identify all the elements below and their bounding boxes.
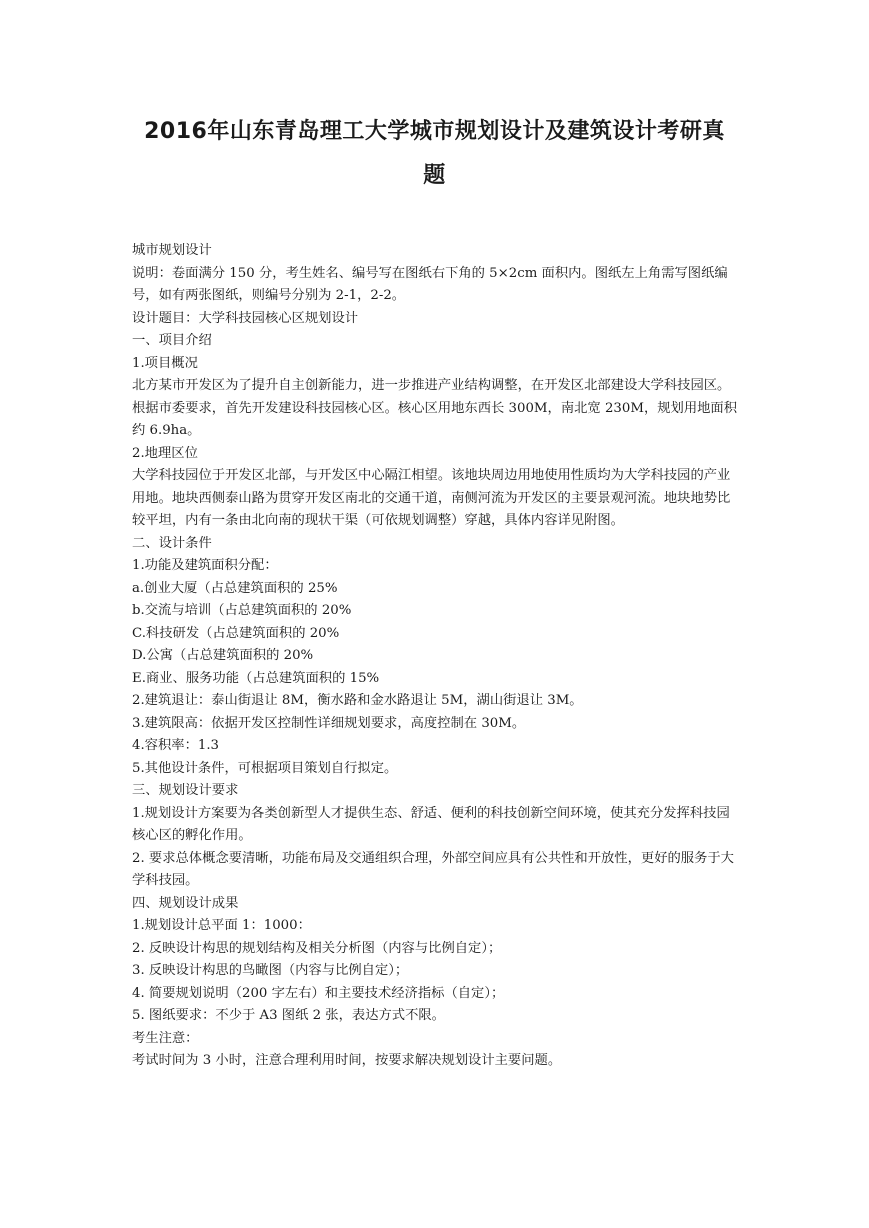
paragraph: 北方某市开发区为了提升自主创新能力，进一步推进产业结构调整，在开发区北部建设大学科技园区。根据市委要求，首先开发建设科技园核心区。核心区用地东西长 300M，南北宽 230M，规划用地面积约 6.9ha。 (132, 378, 738, 438)
paragraph: E.商业、服务功能（占总建筑面积的 15% (132, 670, 380, 686)
paragraph: 考试时间为 3 小时，注意合理利用时间，按要求解决规划设计主要问题。 (132, 1053, 562, 1068)
paragraph: 3.建筑限高：依据开发区控制性详细规划要求，高度控制在 30M。 (132, 715, 526, 731)
paragraph: 1.项目概况 (132, 355, 198, 371)
paragraph: 2. 要求总体概念要清晰，功能布局及交通组织合理，外部空间应具有公共性和开放性，更好的服务于大学科技园。 (132, 850, 734, 888)
title-line-2: 题 (423, 163, 446, 188)
paragraph: 一、项目介绍 (132, 333, 212, 348)
paragraph: 5. 图纸要求：不少于 A3 图纸 2 张，表达方式不限。 (132, 1008, 445, 1023)
document-body (132, 240, 742, 1073)
paragraph: 大学科技园位于开发区北部，与开发区中心隔江相望。该地块周边用地使用性质均为大学科技园的产业用地。地块西侧泰山路为贯穿开发区南北的交通干道，南侧河流为开发区的主要景观河流。地块地势比较平坦，内有一条由北向南的现状干渠（可依规划调整）穿越，具体内容详见附图。 (132, 468, 731, 528)
paragraph: 4.容积率：1.3 (132, 738, 220, 753)
paragraph: 三、规划设计要求 (132, 783, 239, 798)
paragraph: 5.其他设计条件，可根据项目策划自行拟定。 (132, 760, 398, 776)
paragraph: 1.功能及建筑面积分配： (132, 558, 278, 573)
paragraph: a.创业大厦（占总建筑面积的 25% (132, 580, 338, 596)
paragraph: b.交流与培训（占总建筑面积的 20% (132, 603, 352, 618)
paragraph: 说明：卷面满分 150 分，考生姓名、编号写在图纸右下角的 5×2cm 面积内。图纸左上角需写图纸编号，如有两张图纸，则编号分别为 2-1，2-2。 (132, 265, 728, 303)
paragraph: 2.地理区位 (132, 445, 198, 461)
title-line-1: 2016年山东青岛理工大学城市规划设计及建筑设计考研真 (144, 119, 725, 144)
paragraph: 城市规划设计 (132, 243, 212, 258)
paragraph: 四、规划设计成果 (132, 895, 239, 911)
paragraph: 2. 反映设计构思的规划结构及相关分析图（内容与比例自定）； (132, 940, 502, 956)
paragraph: 4. 简要规划说明（200 字左右）和主要技术经济指标（自定）； (132, 985, 505, 1001)
paragraph: 考生注意： (132, 1030, 199, 1046)
paragraph: C.科技研发（占总建筑面积的 20% (132, 625, 340, 641)
paragraph: D.公寓（占总建筑面积的 20% (132, 648, 314, 663)
paragraph: 2.建筑退让：泰山街退让 8M，衡水路和金水路退让 5M，湖山街退让 3M。 (132, 693, 583, 708)
paragraph: 3. 反映设计构思的鸟瞰图（内容与比例自定）； (132, 963, 409, 978)
paragraph: 1.规划设计总平面 1：1000： (132, 918, 311, 933)
paragraph: 1.规划设计方案要为各类创新型人才提供生态、舒适、便利的科技创新空间环境，使其充分发挥科技园核心区的孵化作用。 (132, 805, 730, 843)
document-title (120, 110, 749, 198)
paragraph: 二、设计条件 (132, 535, 212, 551)
paragraph: 设计题目：大学科技园核心区规划设计 (132, 310, 359, 326)
